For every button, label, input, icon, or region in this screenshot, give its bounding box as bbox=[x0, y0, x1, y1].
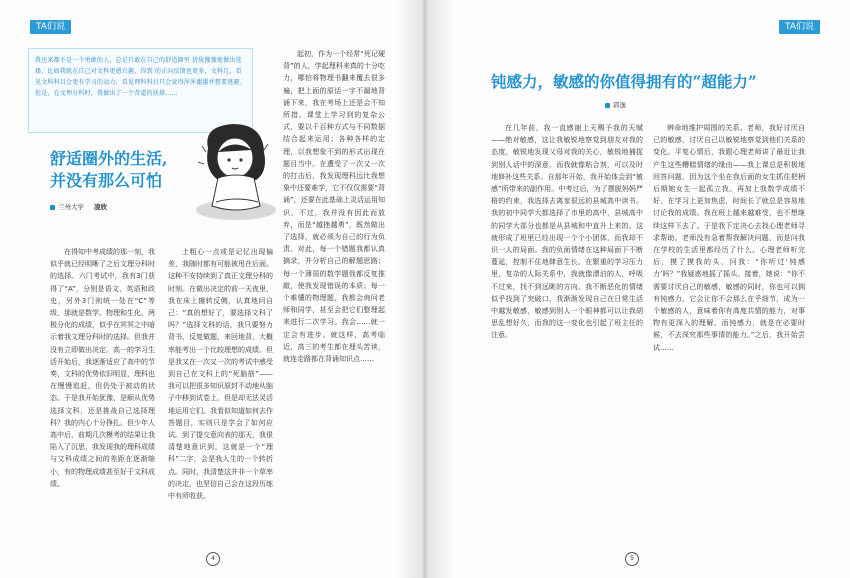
author-name: 郭逸 bbox=[613, 101, 626, 109]
section-tag: TA们说 bbox=[779, 20, 820, 34]
left-column-3-text: 起初，作为一个经常“死记硬背”的人，学起理科来真的十分吃力，哪怕将物理书翻来覆去很多遍，把上面的原话一字不漏地背诵下来，我在考场上还是会不知所措。课堂上学习到的复杂公式，要以千百种方式与不同数据结合起来运用；各种各样的定理，以我想象不到的形式出现在题目当中。在遭受了一次又一次的打击后，我发现理科远比我想象中还要难学，它不仅仅需要“背诵”，还要在此基础上灵活运用知识。不过，我并没有因此而放弃，而是“越挫越勇”，既然做出了选择，就必须为自己的行为负责。对此，每一个错题我都认真摘录，并分析自己的解题思路；每一个薄弱的数学题我都反复推敲，使我发现错误的本质；每一个难懂的物理题，我都会询问老师和同学，甚至会把它们整理起来进行二次学习。我会……就一定会有进步。就这样，高考临近，高三的考生都在埋头苦读，就连走路都在背诵知识点…… bbox=[283, 50, 385, 364]
author-school: 兰州大学 bbox=[58, 203, 84, 211]
right-column-1-text: 在几年前，我一直感谢上天赐予我的天赋——绝对敏感，这让我敏锐地察觉到朋友对我的态度，敏锐地发现父母对我的关心，敏锐地捕捉到别人话中的深意，而我就像粘合剂，可以及时地修补这些关系。自那年开始，我开始体会到“敏感”所带来的副作用。中考过后，为了摆脱妈妈严格的约束，我选择去离家很远的县城高中读书。我的初中同学大都选择了市里的高中，县城高中的同学大部分也都是从县城和中直升上来的。这就形成了班里已经出现一个个小团体，而我却不识一人的局面。我的负面情绪在这种局面下不断蔓延，控制不住地肆意生长。在繁重的学习压力里，复杂的人际关系中，我就像漂泊的人，呼吸不过来，找不到远眺的方向。我不断恶化的情绪似乎找到了突破口，我渐渐发现自己在日常生活中越发敏感，敏感到别人一个眼神都可以让我胡思乱想好久，而我的这一变化也引起了班主任的注意。 bbox=[491, 124, 643, 340]
byline bbox=[605, 100, 626, 109]
book-gutter-shadow bbox=[395, 0, 455, 578]
right-column-1 bbox=[491, 122, 643, 554]
left-column-1 bbox=[50, 246, 155, 554]
intro-text: 我也来都不是一个勇敢的人，总是只敢在自己的舒适圈里 犹犹豫豫地做出选择，比如我就在自己对文科更感兴趣，得到 的正向反馈也更多，文科几，看见文科科目会更有学习的动力，看见理科科目只会觉得浑浑噩噩并想要逃避。 但是，在文理分科时，我做出了一个背道的抉择…… bbox=[35, 57, 246, 97]
section-tag: TA们说 bbox=[30, 20, 71, 34]
article-title-line-1: 舒适圈外的生活, bbox=[50, 149, 168, 168]
article-title bbox=[491, 70, 791, 92]
article-title bbox=[50, 148, 168, 192]
article-title-main: 钝感力，敏感的你值得拥有的 bbox=[491, 72, 693, 91]
byline bbox=[50, 202, 107, 211]
right-column-2 bbox=[653, 122, 805, 554]
page-number-left: 4 bbox=[206, 552, 220, 566]
page-number-right: 5 bbox=[625, 552, 639, 566]
byline-marker-icon bbox=[50, 205, 55, 210]
left-column-1-text: 在得知中考成绩的那一刻，我似乎就已经明晰了之后文理分科时的选择。六门考试中，我有3门获得了“A”，分别是语文、英语和政史，另外3门则统一处在“C”等级，那就是数学、物理和生化，两极分化的成绩，似乎在冥冥之中暗示着我文理分科时的选择。但我并没有立即做出决定。高一的学习生活开始后，我逐渐适应了高中的节奏，文科的优势依旧明显，理科也在慢慢追赶，但仍处于被动的状态。于是我开始犹豫，是顺从优势选择文科，还是挑战自己选择理科？我的内心十分挣扎。但少年人高中后，前期几次模考的结果让我陷入了沉思，我发现我的理科成绩与文科成绩之间的差距在逐渐缩小，有的物理成绩甚至好于文科成绩。 bbox=[50, 248, 155, 488]
byline-marker-icon bbox=[605, 103, 610, 108]
article-title-quote: “超能力” bbox=[692, 72, 757, 91]
article-title-line-2: 并没有那么可怕 bbox=[50, 171, 163, 190]
left-column-3 bbox=[283, 48, 385, 554]
girl-illustration bbox=[178, 118, 288, 228]
left-column-2-text: 上粗心一点或是记忆出现偏差，我随时都有可能被甩在后面。这种不安持续到了真正文理分科的时刻。在做出决定的前一天夜里，我在床上辗转反侧，认真地问自己：“真的想好了，要选择文科了吗？”选择文科的话，我只要努力背书、反复做题，来回地背，大概率能考出一个比较理想的成绩。但是我又在一次又一次的考试中感受到自己在文科上的“死脑筋”——我可以把很多知识原封不动地从脑子中移到试卷上，但是却无法灵活地运用它们。我看似知道如何去作答题目，实则只是学会了如何应试。到了提交意向表的那天，我很清楚地意识到，这就是一个“理科”二字，会是我人生的一个转折点。同时，我清楚这并非一个草率的决定，也坚信自己会在这段历练中有所收获。 bbox=[168, 248, 273, 501]
right-column-2-text: 辨命地维护周围的关系。老师，我好讨厌自己的敏感，讨厌自己以敏锐地察觉到他们关系的变化。平复心情后，我跟心理老师讲了最近让我产生这些糟糕情绪的缘由——我上课总是积极地回答问题，因为这个坐在我后面的女生抓住把柄后期她女生一起孤立我。再加上我数学成绩不好，在学习上更加焦虑，时间长了就总是容易地讨论我的成绩。我在班上越来越难受，也不想继续这样下去了。于是我下定决心去找心理老师寻求帮助。老师没有急着帮我解决问题，而是问我在学校的生活里都经历了什么。心理老师听完后，摸了摸我的头，问我：“你听过‘钝感力’吗？”我疑惑地摇了摇头。接着，她说：“你不需要讨厌自己的敏感，敏感的同时，你也可以拥有钝感力，它会让你不会那么在乎细节，成为一个敏感的人，意味着你有高度共情的能力，对事物有更深入的理解，而钝感力，就是在必要时候，不去深究那些事情的能力。”之后，我开始尝试…… bbox=[653, 124, 805, 352]
left-column-2 bbox=[168, 246, 273, 554]
right-page bbox=[425, 0, 850, 578]
author-name: 凌欣 bbox=[94, 203, 107, 211]
